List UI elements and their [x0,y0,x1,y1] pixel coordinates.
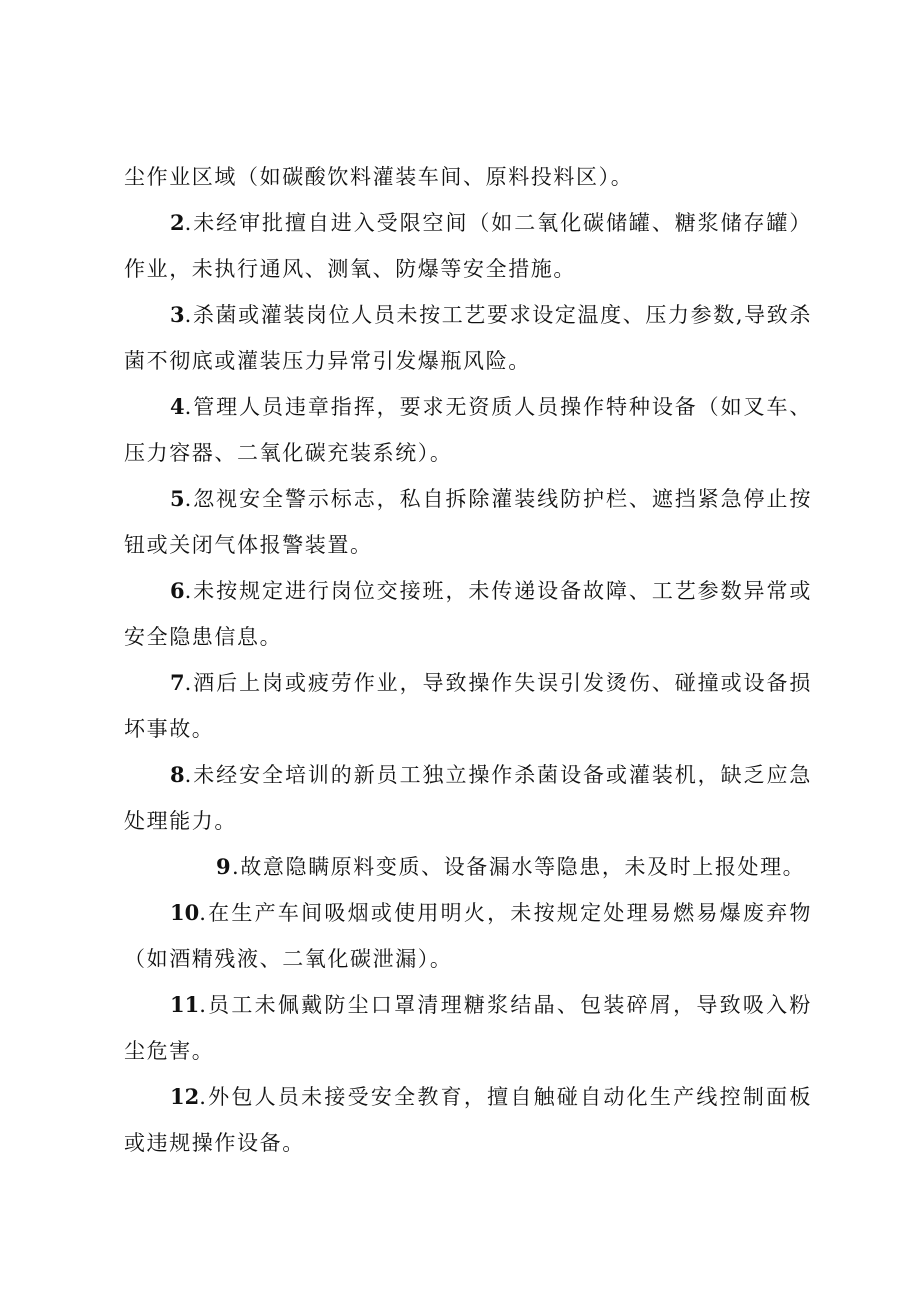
item-text: .未经审批擅自进入受限空间（如二氧化碳储罐、糖浆储存罐）作业，未执行通风、测氧、防爆等安全措施。 [124,211,812,281]
list-item [124,476,812,568]
item-text: .员工未佩戴防尘口罩清理糖浆结晶、包装碎屑，导致吸入粉尘危害。 [124,993,812,1063]
list-item [124,1074,812,1166]
item-number: 7 [170,670,185,695]
paragraph-continuation: 尘作业区域（如碳酸饮料灌装车间、原料投料区）。 [124,165,634,189]
item-number: 5 [170,486,185,511]
list-item [124,890,812,982]
list-item [124,844,812,890]
item-text: .未按规定进行岗位交接班，未传递设备故障、工艺参数异常或安全隐患信息。 [124,579,812,649]
item-number: 10 [170,900,200,925]
item-text: .未经安全培训的新员工独立操作杀菌设备或灌装机，缺乏应急处理能力。 [124,763,812,833]
item-text: .管理人员违章指挥，要求无资质人员操作特种设备（如叉车、压力容器、二氧化碳充装系统）。 [124,395,812,465]
item-number: 12 [170,1084,200,1109]
list-item [124,200,812,292]
list-item [124,982,812,1074]
item-text: .外包人员未接受安全教育，擅自触碰自动化生产线控制面板或违规操作设备。 [124,1085,812,1155]
list-item [124,568,812,660]
item-text: .故意隐瞒原料变质、设备漏水等隐患，未及时上报处理。 [232,855,806,879]
list-item [124,752,812,844]
item-text: .在生产车间吸烟或使用明火，未按规定处理易燃易爆废弃物（如酒精残液、二氧化碳泄漏）。 [124,901,812,971]
list-item [124,384,812,476]
item-number: 11 [170,992,200,1017]
item-number: 8 [170,762,185,787]
item-text: .忽视安全警示标志，私自拆除灌装线防护栏、遮挡紧急停止按钮或关闭气体报警装置。 [124,487,812,557]
item-number: 6 [170,578,185,603]
list-item [124,292,812,384]
item-number: 9 [216,854,231,879]
item-number: 3 [170,302,185,327]
item-text: .杀菌或灌装岗位人员未按工艺要求设定温度、压力参数,导致杀菌不彻底或灌装压力异常引发爆瓶风险。 [124,303,812,373]
item-number: 4 [170,394,185,419]
item-text: .酒后上岗或疲劳作业，导致操作失误引发烫伤、碰撞或设备损坏事故。 [124,671,812,741]
list-item [124,660,812,752]
item-number: 2 [170,210,185,235]
document-body [124,154,812,1166]
